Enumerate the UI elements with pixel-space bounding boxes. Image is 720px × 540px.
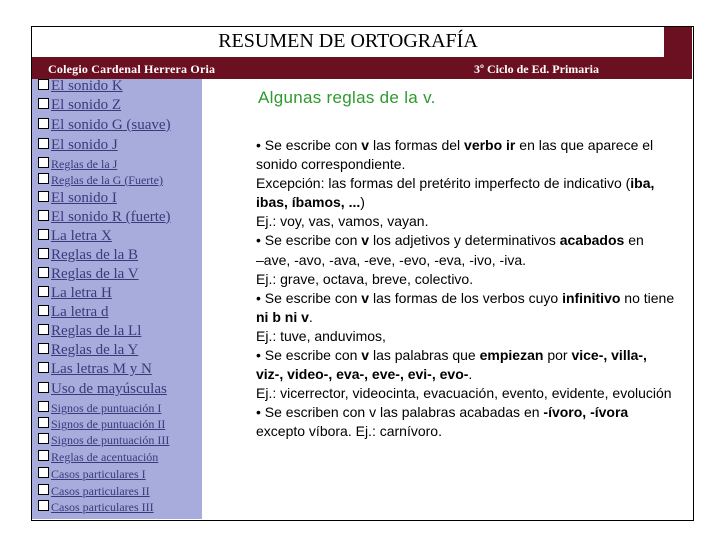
rule-paragraph: Ej.: grave, octava, breve, colectivo.: [256, 270, 474, 287]
sidebar-item[interactable]: La letra d: [38, 304, 108, 321]
title-bar: [32, 27, 692, 57]
checkbox-icon: [38, 362, 49, 373]
checkbox-icon: [38, 467, 49, 478]
sidebar-item[interactable]: El sonido Z: [38, 97, 121, 114]
rule-paragraph: –ave, -avo, -ava, -eve, -evo, -eva, -ivo, -iva.: [256, 251, 526, 268]
checkbox-icon: [38, 417, 49, 428]
rule-paragraph: Ej.: voy, vas, vamos, vayan.: [256, 213, 429, 230]
school-name: Colegio Cardenal Herrera Oria: [48, 62, 216, 76]
checkbox-icon: [38, 210, 49, 221]
sidebar-item[interactable]: Reglas de acentuación: [38, 450, 158, 465]
page-title: RESUMEN DE ORTOGRAFÍA: [218, 30, 478, 52]
sidebar-item[interactable]: Casos particulares I: [38, 467, 146, 482]
sidebar-item[interactable]: La letra H: [38, 285, 112, 302]
checkbox-icon: [38, 305, 49, 316]
checkbox-icon: [38, 191, 49, 202]
rule-paragraph: • Se escribe con v los adjetivos y determinativos acabados en: [256, 232, 644, 249]
sidebar-item[interactable]: Reglas de la Y: [38, 342, 138, 359]
sidebar-item[interactable]: Reglas de la B: [38, 247, 138, 264]
checkbox-icon: [38, 382, 49, 393]
rule-paragraph: Excepción: las formas del pretérito imperfecto de indicativo (iba, ibas, íbamos, ...): [256, 175, 655, 211]
checkbox-icon: [38, 173, 49, 184]
sidebar-item[interactable]: Reglas de la G (Fuerte): [38, 173, 163, 188]
checkbox-icon: [38, 433, 49, 444]
checkbox-icon: [38, 286, 49, 297]
sidebar-item[interactable]: Casos particulares III: [38, 500, 154, 515]
sidebar-item[interactable]: Casos particulares II: [38, 484, 150, 499]
sidebar-item[interactable]: Reglas de la J: [38, 157, 117, 172]
section-heading: Algunas reglas de la v.: [258, 88, 436, 107]
sidebar-item[interactable]: Reglas de la Ll: [38, 323, 141, 340]
checkbox-icon: [38, 229, 49, 240]
checkbox-icon: [38, 138, 49, 149]
rule-paragraph: Ej.: tuve, anduvimos,: [256, 327, 386, 344]
checkbox-icon: [38, 450, 49, 461]
sidebar-item[interactable]: El sonido G (suave): [38, 117, 171, 134]
sidebar-item[interactable]: Signos de puntuación I: [38, 401, 161, 416]
sidebar-item[interactable]: El sonido I: [38, 190, 117, 207]
sidebar-item[interactable]: Signos de puntuación II: [38, 417, 165, 432]
sidebar-item[interactable]: Signos de puntuación III: [38, 433, 169, 448]
checkbox-icon: [38, 98, 49, 109]
sidebar-item[interactable]: La letra X: [38, 228, 112, 245]
rule-paragraph: Ej.: vicerrector, videocinta, evacuación, evento, evidente, evolución: [256, 385, 672, 402]
rule-paragraph: • Se escribe con v las palabras que empiezan por vice-, villa-, viz-, video-, eva-, eve-, evi-, evo-.: [256, 347, 647, 383]
title-accent: [664, 27, 692, 57]
rule-paragraph: • Se escribe con v las formas de los verbos cuyo infinitivo no tiene ni b ni v.: [256, 289, 675, 325]
sidebar-item[interactable]: El sonido J: [38, 137, 118, 154]
sidebar-item[interactable]: El sonido K: [38, 78, 123, 95]
checkbox-icon: [38, 267, 49, 278]
rule-paragraph: • Se escribe con v las formas del verbo ir en las que aparece el sonido correspondiente.: [256, 137, 654, 173]
checkbox-icon: [38, 157, 49, 168]
checkbox-icon: [38, 248, 49, 259]
sidebar-item[interactable]: Uso de mayúsculas: [38, 381, 167, 398]
checkbox-icon: [38, 500, 49, 511]
checkbox-icon: [38, 324, 49, 335]
sidebar-item[interactable]: Reglas de la V: [38, 266, 139, 283]
checkbox-icon: [38, 401, 49, 412]
rules-text: [256, 136, 676, 442]
sidebar-item[interactable]: Las letras M y N: [38, 361, 152, 378]
checkbox-icon: [38, 343, 49, 354]
checkbox-icon: [38, 79, 49, 90]
cycle-label: 3º Ciclo de Ed. Primaria: [474, 62, 599, 76]
rule-paragraph: • Se escriben con v las palabras acabadas en -ívoro, -ívora excepto víbora. Ej.: carnívoro.: [256, 404, 629, 440]
checkbox-icon: [38, 484, 49, 495]
checkbox-icon: [38, 118, 49, 129]
sidebar-item[interactable]: El sonido R (fuerte): [38, 209, 171, 226]
